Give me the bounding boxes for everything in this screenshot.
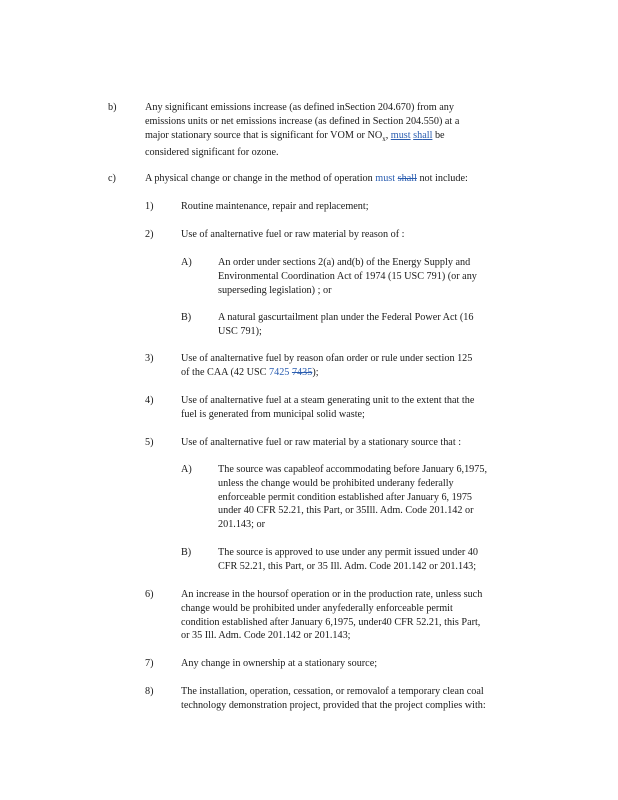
item-1 — [181, 200, 521, 214]
paragraph-b — [145, 101, 517, 160]
item-5a-line: unless the change would be prohibited underany federally — [218, 477, 454, 489]
item-label-c: c) — [108, 173, 116, 184]
item-3-text: ); — [312, 366, 319, 378]
separator: , — [385, 129, 391, 141]
paragraph-b-line: considered significant for ozone. — [145, 147, 279, 159]
item-3-text: of the CAA (42 USC — [181, 366, 267, 378]
paragraph-c-line — [145, 172, 525, 186]
item-5b-line: CFR 52.21, this Part, or 35 Ill. Adm. Code 201.142 or 201.143; — [218, 560, 477, 572]
item-5-line: Use of analternative fuel or raw material by a stationary source that : — [181, 437, 462, 448]
item-1-line: Routine maintenance, repair and replacement; — [181, 201, 369, 212]
item-5a-line: The source was capableof accommodating before January 6,1975, — [218, 464, 488, 475]
item-2a-line: An order under sections 2(a) and(b) of the Energy Supply and — [218, 257, 471, 268]
item-3-line — [181, 366, 526, 380]
item-2 — [181, 228, 521, 242]
item-8 — [181, 685, 539, 713]
item-label-3: 3) — [145, 353, 154, 364]
item-2-line: Use of analternative fuel or raw material by reason of : — [181, 229, 405, 240]
deleted-text: 7435 — [291, 366, 313, 378]
item-label-1: 1) — [145, 201, 154, 212]
item-label-2b: B) — [181, 312, 192, 323]
item-label-4: 4) — [145, 395, 154, 406]
item-6-line: condition established after January 6,1975, under40 CFR 52.21, this Part, — [181, 616, 481, 628]
nox-subscript: x — [382, 134, 386, 143]
paragraph-c — [145, 172, 525, 186]
item-label-2a: A) — [181, 257, 192, 268]
paragraph-c-text: A physical change or change in the method of operation — [145, 173, 373, 184]
item-5a-line: enforceable permit condition established after January 6, 1975 — [218, 491, 473, 503]
paragraph-b-line-text: major stationary source that is significant for VOM or NO — [145, 129, 383, 141]
item-6-line: An increase in the hoursof operation or in the production rate, unless such — [181, 589, 483, 600]
item-5a-line: 201.143; or — [218, 519, 265, 531]
item-2a — [218, 256, 523, 297]
item-6-line: change would be prohibited under anyfederally enforceable permit — [181, 602, 453, 614]
item-6-line: or 35 Ill. Adm. Code 201.142 or 201.143; — [181, 630, 351, 642]
item-label-2: 2) — [145, 229, 154, 240]
item-3 — [181, 352, 526, 380]
paragraph-c-text: not include: — [419, 173, 468, 184]
item-5a-line: under 40 CFR 52.21, this Part, or 35Ill. Adm. Code 201.142 or — [218, 505, 474, 517]
item-2a-line: superseding legislation) ; or — [218, 284, 332, 296]
item-label-5a: A) — [181, 464, 192, 475]
item-8-line: The installation, operation, cessation, or removalof a temporary clean coal — [181, 686, 484, 697]
item-label-6: 6) — [145, 589, 154, 600]
item-5b-line: The source is approved to use under any permit issued under 40 — [218, 547, 478, 558]
item-2a-line: Environmental Coordination Act of 1974 (15 USC 791) (or any — [218, 270, 477, 282]
item-7-line: Any change in ownership at a stationary source; — [181, 658, 378, 669]
inserted-text: 7425 — [269, 366, 290, 378]
inserted-text: all — [422, 129, 433, 141]
item-label-7: 7) — [145, 658, 154, 669]
deleted-text: shall — [397, 173, 417, 184]
paragraph-b-tail: be — [434, 129, 445, 141]
item-label-5: 5) — [145, 437, 154, 448]
item-5b — [218, 546, 528, 574]
item-4-line: fuel is generated from municipal solid waste; — [181, 408, 365, 420]
item-5a — [218, 463, 528, 532]
item-5 — [181, 436, 526, 450]
item-label-5b: B) — [181, 547, 192, 558]
inserted-text: sh — [413, 129, 423, 141]
item-4 — [181, 394, 526, 422]
item-7 — [181, 657, 526, 671]
item-2b-line: A natural gascurtailment plan under the Federal Power Act (16 — [218, 312, 474, 323]
item-8-line: technology demonstration project, provided that the project complies with: — [181, 699, 486, 711]
item-2b — [218, 311, 523, 339]
item-2b-line: USC 791); — [218, 325, 262, 337]
item-4-line: Use of analternative fuel at a steam generating unit to the extent that the — [181, 395, 475, 406]
item-6 — [181, 588, 539, 643]
item-label-8: 8) — [145, 686, 154, 697]
inserted-text: must — [375, 173, 396, 184]
item-3-line: Use of analternative fuel by reason ofan order or rule under section 125 — [181, 353, 473, 364]
inserted-text: must — [390, 129, 411, 141]
item-label-b: b) — [108, 102, 117, 113]
paragraph-b-line: Any significant emissions increase (as defined inSection 204.670) from any — [145, 102, 454, 113]
paragraph-b-line — [145, 129, 517, 147]
paragraph-b-line: emissions units or net emissions increase (as defined in Section 204.550) at a — [145, 115, 460, 127]
